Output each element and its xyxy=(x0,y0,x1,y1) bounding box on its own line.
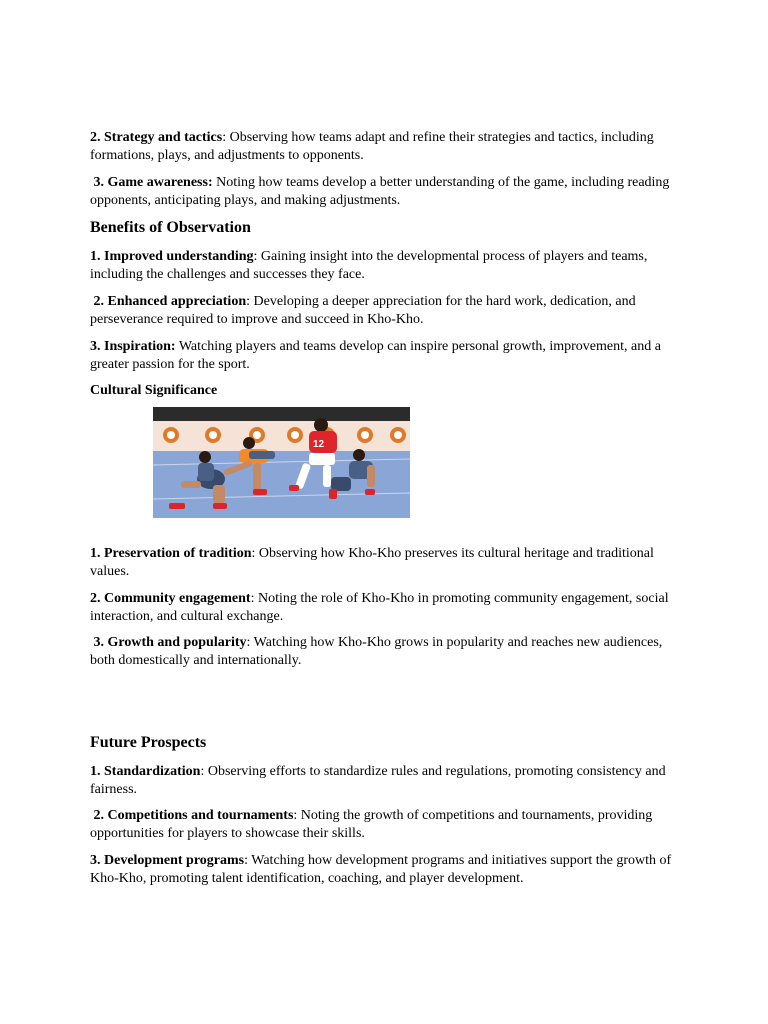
future-item-2-term xyxy=(94,808,294,823)
game-awareness-number: 3. xyxy=(93,175,104,190)
cultural-item-3-number: 3. xyxy=(93,635,104,650)
future-item-3-number: 3. xyxy=(90,853,101,868)
future-item-1-term-text: Standardization xyxy=(104,764,201,779)
cultural-item-3-text: : Watching how Kho-Kho grows in popularity and reaches new audiences, both domestically and internationally. xyxy=(90,635,663,668)
cultural-item-2-number: 2. xyxy=(90,591,101,606)
future-item-2-number: 2. xyxy=(93,808,104,823)
strategy-number: 2. xyxy=(90,130,101,145)
benefit-item-1-term xyxy=(90,249,254,264)
strategy-term xyxy=(90,130,222,145)
benefit-item-3-term-text: Inspiration: xyxy=(104,339,176,354)
cultural-item-1 xyxy=(90,545,690,580)
benefit-item-3-term xyxy=(90,339,176,354)
cultural-item-3 xyxy=(90,634,690,669)
benefit-item-1-number: 1. xyxy=(90,249,101,264)
benefit-item-2 xyxy=(90,293,690,328)
benefit-item-2-text: : Developing a deeper appreciation for the hard work, dedication, and perseverance required to improve and succeed in Kho-Kho. xyxy=(90,294,636,327)
future-item-1-text: : Observing efforts to standardize rules and regulations, promoting consistency and fairness. xyxy=(90,764,666,797)
future-item-2-text: : Noting the growth of competitions and tournaments, providing opportunities for players to showcase their skills. xyxy=(90,808,653,841)
benefit-item-3-text: Watching players and teams develop can inspire personal growth, improvement, and a greater passion for the sport. xyxy=(90,339,661,372)
benefit-item-2-term xyxy=(94,294,247,309)
future-item-3-text: : Watching how development programs and initiatives support the growth of Kho-Kho, promoting talent identification, coaching, and player development. xyxy=(90,853,672,886)
cultural-item-2-term-text: Community engagement xyxy=(104,591,251,606)
future-item-3 xyxy=(90,852,690,887)
cultural-item-2 xyxy=(90,590,690,625)
future-item-1-term xyxy=(90,764,200,779)
benefit-item-3 xyxy=(90,338,690,373)
future-item-1 xyxy=(90,763,690,798)
cultural-item-1-number: 1. xyxy=(90,546,101,561)
benefit-item-2-number: 2. xyxy=(93,294,104,309)
kho-kho-match-photo xyxy=(153,407,410,518)
cultural-item-1-term xyxy=(90,546,252,561)
benefit-item-2-term-text: Enhanced appreciation xyxy=(107,294,247,309)
future-item-3-term-text: Development programs xyxy=(104,853,245,868)
strategy-paragraph xyxy=(90,129,690,164)
benefit-item-1-text: : Gaining insight into the developmental process of players and teams, including the challenges and successes they face. xyxy=(90,249,648,282)
cultural-item-2-term xyxy=(90,591,251,606)
future-item-3-term xyxy=(90,853,244,868)
game-awareness-text: Noting how teams develop a better understanding of the game, including reading opponents, anticipating plays, and making adjustments. xyxy=(90,175,670,208)
cultural-heading: Cultural Significance xyxy=(90,383,218,398)
cultural-item-1-term-text: Preservation of tradition xyxy=(104,546,252,561)
game-awareness-term xyxy=(94,175,213,190)
future-item-2-term-text: Competitions and tournaments xyxy=(107,808,294,823)
game-awareness-paragraph xyxy=(90,174,690,209)
game-awareness-term-text: Game awareness: xyxy=(107,175,213,190)
future-heading: Future Prospects xyxy=(90,734,207,751)
cultural-item-3-term xyxy=(94,635,247,650)
strategy-term-text: Strategy and tactics xyxy=(104,130,223,145)
benefit-item-3-number: 3. xyxy=(90,339,101,354)
future-item-2 xyxy=(90,807,690,842)
benefit-item-1 xyxy=(90,248,690,283)
cultural-item-2-text: : Noting the role of Kho-Kho in promoting community engagement, social interaction, and cultural exchange. xyxy=(90,591,669,624)
cultural-item-1-text: : Observing how Kho-Kho preserves its cultural heritage and traditional values. xyxy=(90,546,654,579)
cultural-item-3-term-text: Growth and popularity xyxy=(107,635,247,650)
benefits-heading: Benefits of Observation xyxy=(90,219,251,236)
jersey-number: 12 xyxy=(313,439,325,450)
strategy-text: : Observing how teams adapt and refine their strategies and tactics, including formations, plays, and adjustments to opponents. xyxy=(90,130,654,163)
future-item-1-number: 1. xyxy=(90,764,101,779)
benefit-item-1-term-text: Improved understanding xyxy=(104,249,254,264)
kho-kho-match-illustration xyxy=(153,407,410,518)
arena-backdrop xyxy=(153,407,410,421)
